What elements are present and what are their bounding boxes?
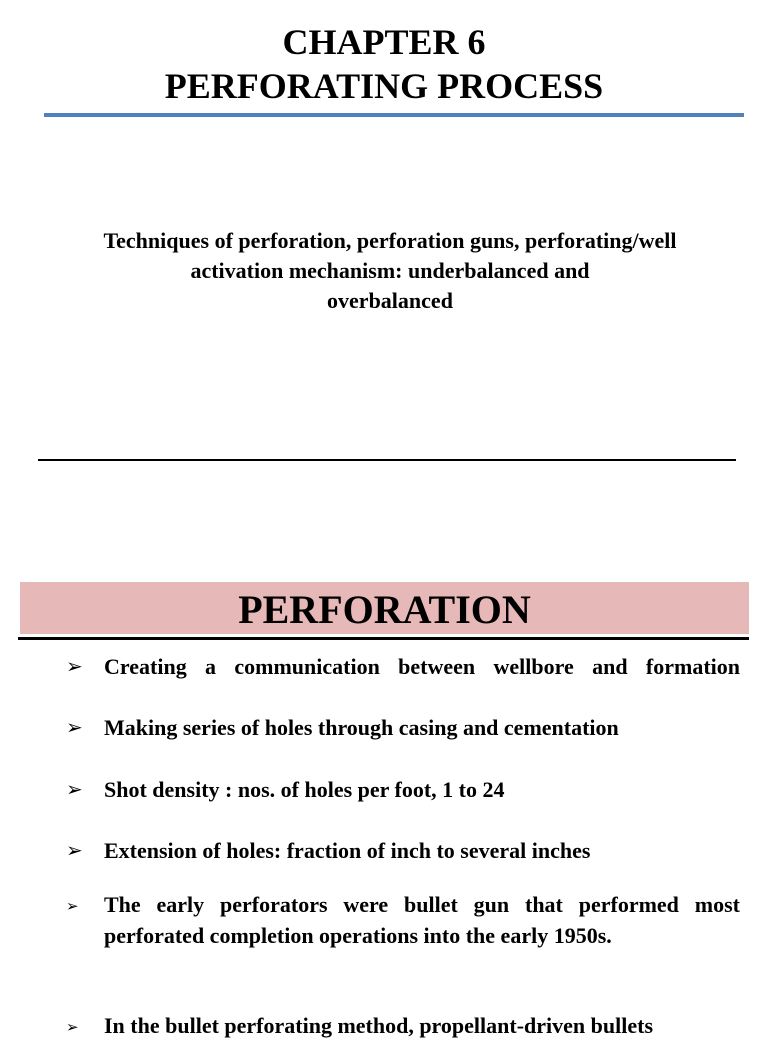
bullet-text: Shot density : nos. of holes per foot, 1 to 24 [104, 777, 505, 802]
arrowhead-bullet-icon: ➢ [66, 654, 83, 678]
bullet-text: The early perforators were bullet gun that performed most perforated completion operations into the early 1950s. [104, 892, 740, 948]
arrowhead-bullet-icon: ➢ [66, 777, 83, 801]
section-title: PERFORATION [238, 587, 531, 632]
bullet-text: Creating a communication between wellbore and formation [104, 654, 740, 679]
chapter-number: CHAPTER 6 [282, 22, 486, 62]
arrowhead-bullet-icon: ➢ [66, 897, 79, 915]
chapter-name: PERFORATING PROCESS [164, 66, 604, 106]
bullet-text: Making series of holes through casing and cementation [104, 715, 619, 740]
slide-bottom-divider [38, 459, 736, 461]
arrowhead-bullet-icon: ➢ [66, 838, 83, 862]
chapter-subtitle [50, 226, 730, 316]
bullet-text: In the bullet perforating method, propellant-driven bullets [104, 1013, 654, 1038]
list-item [66, 774, 740, 805]
arrowhead-bullet-icon: ➢ [66, 715, 83, 739]
section-divider [18, 637, 749, 640]
chapter-title [0, 20, 768, 108]
list-item [66, 712, 740, 743]
list-item [66, 651, 740, 682]
list-item [66, 1010, 740, 1041]
list-item [66, 835, 740, 866]
subtitle-line-3: overbalanced [327, 288, 453, 313]
bullet-text: Extension of holes: fraction of inch to several inches [104, 838, 591, 863]
title-divider [44, 113, 744, 117]
arrowhead-bullet-icon: ➢ [66, 1018, 79, 1036]
subtitle-line-1: Techniques of perforation, perforation guns, perforating/well [103, 228, 677, 253]
list-item [66, 889, 740, 951]
subtitle-line-2: activation mechanism: underbalanced and [190, 258, 590, 283]
